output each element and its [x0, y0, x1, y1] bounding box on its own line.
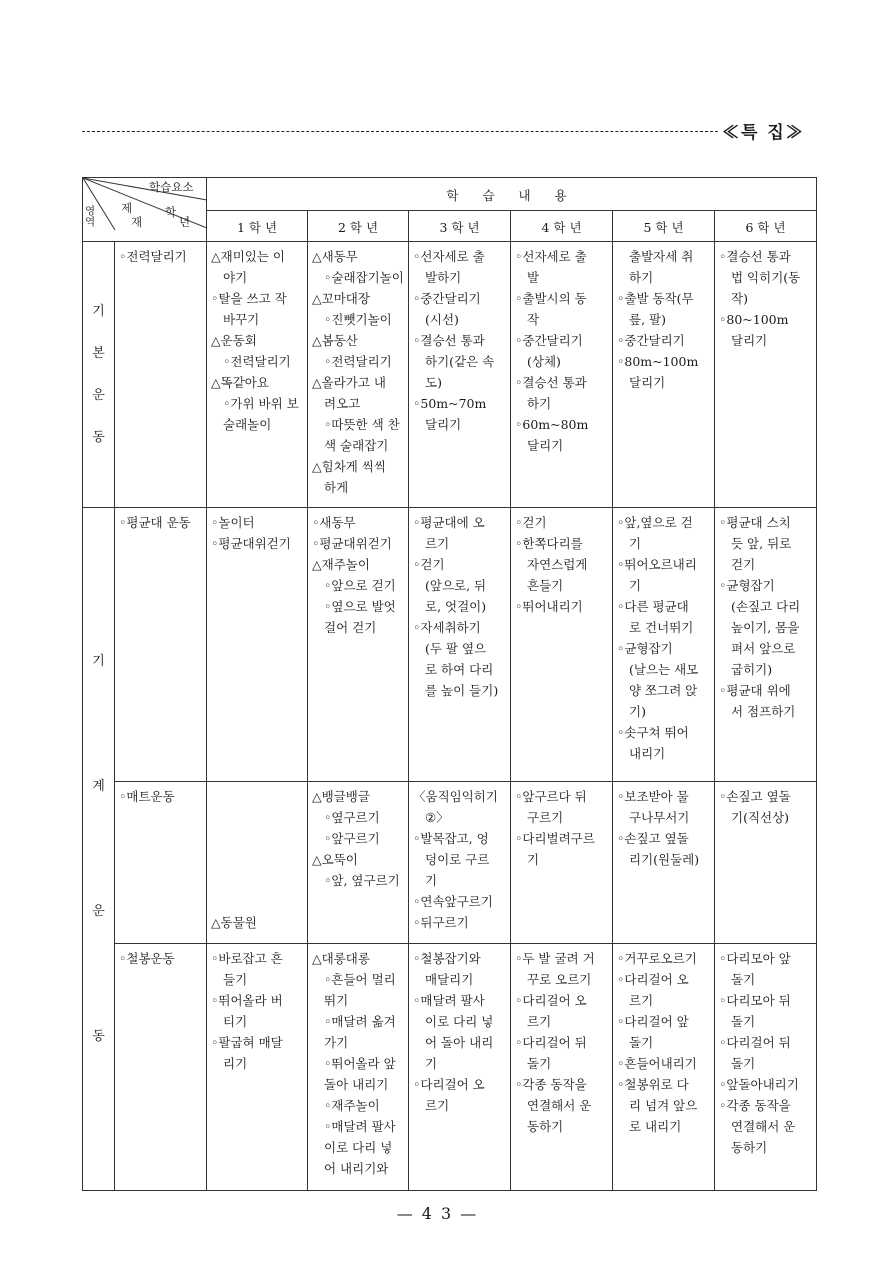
cell-line: ◦손짚고 옆돌: [719, 789, 791, 804]
cell-line: (두 팔 옆으: [425, 641, 487, 656]
cell-line: ◦뒤구르기: [413, 915, 469, 930]
cell-line: ◦뛰어내리기: [515, 599, 583, 614]
cell-line: 르기: [629, 993, 654, 1008]
corner-grade-a: 학: [165, 205, 177, 219]
cell-line: ◦진뺏기놀이: [324, 312, 392, 327]
cell-line: [211, 786, 303, 807]
cell-line: ◦80m~100m: [617, 354, 699, 369]
cell-line: 로 하여 다리: [425, 662, 494, 677]
cell-line: ◦바로잡고 흔: [211, 951, 283, 966]
cell-line: 매달리기: [425, 972, 474, 987]
cell-line: 출발자세 취: [629, 249, 694, 264]
cell-line: [211, 807, 303, 828]
cell-line: 도): [425, 375, 442, 390]
corner-topic-a: 제: [121, 201, 133, 215]
cell-line: 굽히기): [731, 662, 773, 677]
cell-line: ◦재주놀이: [324, 1098, 380, 1113]
curriculum-table: [82, 177, 817, 1191]
cell-line: 이로 다리 넣: [324, 1140, 393, 1155]
content-cell: [715, 508, 817, 782]
cell-line: 가기: [324, 1035, 349, 1050]
content-cell: [715, 944, 817, 1191]
cell-line: ◦중간달리기: [617, 333, 685, 348]
cell-line: ◦결승선 통과: [719, 249, 791, 264]
cell-line: ◦80~100m: [719, 312, 789, 327]
topic-cell: ◦철봉운동: [115, 944, 207, 1191]
cell-line: ◦50m~70m: [413, 396, 487, 411]
header-dashed-line: [82, 131, 718, 132]
cell-line: ◦따뜻한 색 찬: [324, 417, 400, 432]
topic-cell: ◦평균대 운동: [115, 508, 207, 782]
cell-line: ◦균형잡기: [617, 641, 673, 656]
cell-line: ◦다리걸어 앞: [617, 1014, 689, 1029]
cell-line: 로 건너뛰기: [629, 620, 694, 635]
cell-line: [211, 891, 303, 912]
cell-line: 들기: [223, 972, 248, 987]
cell-line: ◦놀이터: [211, 515, 255, 530]
cell-line: ◦다리걸어 오: [413, 1077, 485, 1092]
content-cell: [409, 944, 511, 1191]
content-cell: [715, 242, 817, 508]
cell-line: 리기(원둘레): [629, 852, 700, 867]
cell-line: 걷기: [731, 557, 756, 572]
cell-line: 달리기: [425, 417, 462, 432]
content-cell: [207, 944, 308, 1191]
cell-line: ◦결승선 통과: [515, 375, 587, 390]
corner-learning-element: 학습요소: [149, 180, 194, 194]
cell-line: ◦다리걸어 뒤: [719, 1035, 791, 1050]
cell-line: 돌기: [731, 972, 756, 987]
area-basic-movement: 기 본 운 동: [83, 242, 115, 508]
cell-line: 르기: [425, 1098, 450, 1113]
cell-line: 〈움직임익히기: [413, 789, 498, 804]
cell-line: ◦술래잡기놀이: [324, 270, 404, 285]
cell-line: ◦각종 동작을: [719, 1098, 791, 1113]
content-cell: [409, 242, 511, 508]
cell-line: ◦새동무: [312, 515, 356, 530]
cell-line: ◦다리모아 앞: [719, 951, 791, 966]
cell-line: 덩이로 구르: [425, 852, 490, 867]
cell-line: △오뚝이: [312, 852, 358, 867]
cell-line: 기): [629, 704, 646, 719]
cell-line: 술래놀이: [223, 417, 272, 432]
content-cell: [308, 944, 409, 1191]
cell-line: ◦60m~80m: [515, 417, 589, 432]
cell-line: ◦철봉잡기와: [413, 951, 481, 966]
cell-line: ◦뛰어올라 앞: [324, 1056, 396, 1071]
cell-line: 리 넘겨 앞으: [629, 1098, 698, 1113]
cell-line: 펴서 앞으로: [731, 641, 796, 656]
cell-line: △재주놀이: [312, 557, 370, 572]
cell-line: 려오고: [324, 396, 361, 411]
cell-line: 하기: [527, 396, 552, 411]
content-cell: [613, 508, 715, 782]
cell-line: ◦옆구르기: [324, 810, 380, 825]
cell-line: 듯 앞, 뒤로: [731, 536, 792, 551]
cell-line: ◦다리걸어 오: [617, 972, 689, 987]
cell-line: ◦걷기: [515, 515, 547, 530]
cell-line: (시선): [425, 312, 459, 327]
cell-line: 동하기: [527, 1119, 564, 1134]
cell-line: 뛰기: [324, 993, 349, 1008]
cell-line: 로, 엇걸이): [425, 599, 487, 614]
cell-line: ◦앞구르다 뒤: [515, 789, 587, 804]
cell-line: ◦매달려 팔사: [324, 1119, 396, 1134]
cell-line: ◦손짚고 옆돌: [617, 831, 689, 846]
cell-line: 르기: [425, 536, 450, 551]
cell-line: ◦매달려 팔사: [413, 993, 485, 1008]
content-cell: [613, 782, 715, 944]
content-cell: [308, 508, 409, 782]
cell-line: ◦옆으로 발엇: [324, 599, 396, 614]
cell-line: ◦앞, 옆구르기: [324, 873, 400, 888]
cell-line: ◦전력달리기: [324, 354, 392, 369]
content-cell: [511, 782, 613, 944]
cell-line: ◦발목잡고, 엉: [413, 831, 489, 846]
content-cell: [511, 508, 613, 782]
cell-line: 야기: [223, 270, 248, 285]
cell-line: 하기: [629, 270, 654, 285]
cell-line: 내리기: [629, 746, 666, 761]
cell-line: 바꾸기: [223, 312, 260, 327]
cell-line: ◦연속앞구르기: [413, 894, 493, 909]
cell-line: 흔들기: [527, 578, 564, 593]
cell-line: (상체): [527, 354, 561, 369]
cell-line: ◦팔굽혀 매달: [211, 1035, 283, 1050]
content-cell: [207, 782, 308, 944]
grade-header-5: 5 학 년: [613, 211, 715, 242]
content-cell: [308, 242, 409, 508]
cell-line: (앞으로, 뒤: [425, 578, 487, 593]
cell-line: 티기: [223, 1014, 248, 1029]
table-row: [83, 944, 817, 1191]
cell-line: 를 높이 들기): [425, 683, 499, 698]
topic-cell: ◦매트운동: [115, 782, 207, 944]
corner-grade-b: 년: [179, 215, 191, 229]
cell-line: 연결해서 운: [731, 1119, 796, 1134]
cell-line: △동물원: [211, 915, 257, 930]
cell-line: ◦각종 동작을: [515, 1077, 587, 1092]
cell-line: 달리기: [629, 375, 666, 390]
cell-line: △똑같아요: [211, 375, 269, 390]
corner-topic-b: 재: [131, 215, 143, 229]
cell-line: ◦앞구르기: [324, 831, 380, 846]
grade-header-3: 3 학 년: [409, 211, 511, 242]
cell-line: ◦뛰어올라 버: [211, 993, 283, 1008]
cell-line: ◦두 발 굴려 거: [515, 951, 595, 966]
cell-line: ◦걷기: [413, 557, 445, 572]
table-row: [83, 782, 817, 944]
cell-line: 서 점프하기: [731, 704, 796, 719]
content-cell: [409, 508, 511, 782]
cell-line: 어 돌아 내리: [425, 1035, 494, 1050]
cell-line: ◦한쪽다리를: [515, 536, 583, 551]
cell-line: 돌기: [629, 1035, 654, 1050]
cell-line: ◦앞으로 걷기: [324, 578, 396, 593]
cell-line: ◦평균대 스치: [719, 515, 791, 530]
cell-line: △힘차게 씩씩: [312, 459, 386, 474]
content-cell: [511, 944, 613, 1191]
cell-line: ◦결승선 통과: [413, 333, 485, 348]
content-cell: [613, 242, 715, 508]
cell-line: ◦거꾸로오르기: [617, 951, 697, 966]
content-cell: [613, 944, 715, 1191]
cell-line: ◦매달려 옮겨: [324, 1014, 396, 1029]
content-cell: [715, 782, 817, 944]
cell-line: △뱅글뱅글: [312, 789, 370, 804]
cell-line: 돌기: [731, 1056, 756, 1071]
cell-line: ◦출발시의 동: [515, 291, 587, 306]
content-cell: [511, 242, 613, 508]
cell-line: 하기(같은 속: [425, 354, 495, 369]
cell-line: ◦출발 동작(무: [617, 291, 694, 306]
cell-line: 작: [527, 312, 540, 327]
cell-line: △꼬마대장: [312, 291, 370, 306]
cell-line: [211, 849, 303, 870]
cell-line: 작): [731, 291, 748, 306]
cell-line: ◦평균대 위에: [719, 683, 791, 698]
cell-line: 양 쪼그려 앉: [629, 683, 698, 698]
cell-line: 동하기: [731, 1140, 768, 1155]
content-cell: [409, 782, 511, 944]
cell-line: ②〉: [425, 810, 449, 825]
cell-line: 리기: [223, 1056, 248, 1071]
cell-line: ◦전력달리기: [223, 354, 291, 369]
table-row: [83, 508, 817, 782]
cell-line: 색 술래잡기: [324, 438, 389, 453]
cell-line: 이로 다리 넣: [425, 1014, 494, 1029]
cell-line: 구르기: [527, 810, 564, 825]
cell-line: ◦솟구쳐 뛰어: [617, 725, 689, 740]
page-number: — 4 3 —: [396, 1204, 479, 1223]
cell-line: ◦흔들어 멀리: [324, 972, 396, 987]
cell-line: ◦평균대에 오: [413, 515, 485, 530]
cell-line: ◦평균대위걷기: [211, 536, 291, 551]
cell-line: ◦뛰어오르내리: [617, 557, 697, 572]
cell-line: ◦선자세로 출: [413, 249, 485, 264]
cell-line: 달리기: [731, 333, 768, 348]
cell-line: 연결해서 운: [527, 1098, 592, 1113]
cell-line: 기: [629, 536, 642, 551]
cell-line: ◦균형잡기: [719, 578, 775, 593]
cell-line: 어 내리기와: [324, 1161, 389, 1176]
cell-line: ◦보조받아 물: [617, 789, 689, 804]
cell-line: [211, 828, 303, 849]
cell-line: ◦가위 바위 보: [223, 396, 299, 411]
cell-line: 돌아 내리기: [324, 1077, 389, 1092]
cell-line: 자연스럽게: [527, 557, 588, 572]
cell-line: ◦중간달리기: [413, 291, 481, 306]
cell-line: ◦다리벌려구르: [515, 831, 595, 846]
cell-line: ◦평균대위걷기: [312, 536, 392, 551]
cell-line: 기(직선상): [731, 810, 790, 825]
section-label: ≪특 집≫: [722, 123, 805, 143]
cell-line: 릎, 팔): [629, 312, 666, 327]
cell-line: ◦자세취하기: [413, 620, 481, 635]
content-cell: [308, 782, 409, 944]
cell-line: ◦선자세로 출: [515, 249, 587, 264]
cell-line: 발: [527, 270, 540, 285]
cell-line: △봄동산: [312, 333, 358, 348]
cell-line: ◦중간달리기: [515, 333, 583, 348]
content-header: 학 습 내 용: [207, 178, 817, 211]
cell-line: 기: [425, 873, 438, 888]
cell-line: ◦다른 평균대: [617, 599, 689, 614]
cell-line: 꾸로 오르기: [527, 972, 592, 987]
grade-header-4: 4 학 년: [511, 211, 613, 242]
cell-line: ◦앞,옆으로 걷: [617, 515, 693, 530]
cell-line: 하게: [324, 480, 349, 495]
cell-line: 발하기: [425, 270, 462, 285]
cell-line: ◦다리모아 뒤: [719, 993, 791, 1008]
cell-line: [211, 870, 303, 891]
cell-line: △대롱대롱: [312, 951, 370, 966]
cell-line: (날으는 새모: [629, 662, 699, 677]
content-cell: [207, 242, 308, 508]
cell-line: ◦다리걸어 뒤: [515, 1035, 587, 1050]
cell-line: 기: [425, 1056, 438, 1071]
cell-line: △재미있는 이: [211, 249, 285, 264]
cell-line: 르기: [527, 1014, 552, 1029]
cell-line: 달리기: [527, 438, 564, 453]
cell-line: ◦탈을 쓰고 작: [211, 291, 287, 306]
cell-line: 돌기: [527, 1056, 552, 1071]
cell-line: 돌기: [731, 1014, 756, 1029]
cell-line: 기: [629, 578, 642, 593]
cell-line: △운동회: [211, 333, 257, 348]
cell-line: △새동무: [312, 249, 358, 264]
corner-area: 영역: [85, 205, 96, 228]
cell-line: 법 익히기(동: [731, 270, 801, 285]
cell-line: 기: [527, 852, 540, 867]
area-apparatus-movement: 기 계 운 동: [83, 508, 115, 1191]
cell-line: ◦철봉위로 다: [617, 1077, 689, 1092]
cell-line: 구나무서기: [629, 810, 690, 825]
content-cell: [207, 508, 308, 782]
grade-header-2: 2 학 년: [308, 211, 409, 242]
cell-line: △올라가고 내: [312, 375, 386, 390]
header-corner-cell: [83, 178, 207, 242]
cell-line: ◦흔들어내리기: [617, 1056, 697, 1071]
cell-line: ◦다리걸어 오: [515, 993, 587, 1008]
cell-line: 높이기, 몸을: [731, 620, 800, 635]
grade-header-6: 6 학 년: [715, 211, 817, 242]
cell-line: 걸어 걷기: [324, 620, 377, 635]
table-row: [83, 242, 817, 508]
cell-line: 로 내리기: [629, 1119, 682, 1134]
cell-line: ◦앞돌아내리기: [719, 1077, 799, 1092]
topic-cell: ◦전력달리기: [115, 242, 207, 508]
cell-line: (손짚고 다리: [731, 599, 801, 614]
grade-header-1: 1 학 년: [207, 211, 308, 242]
